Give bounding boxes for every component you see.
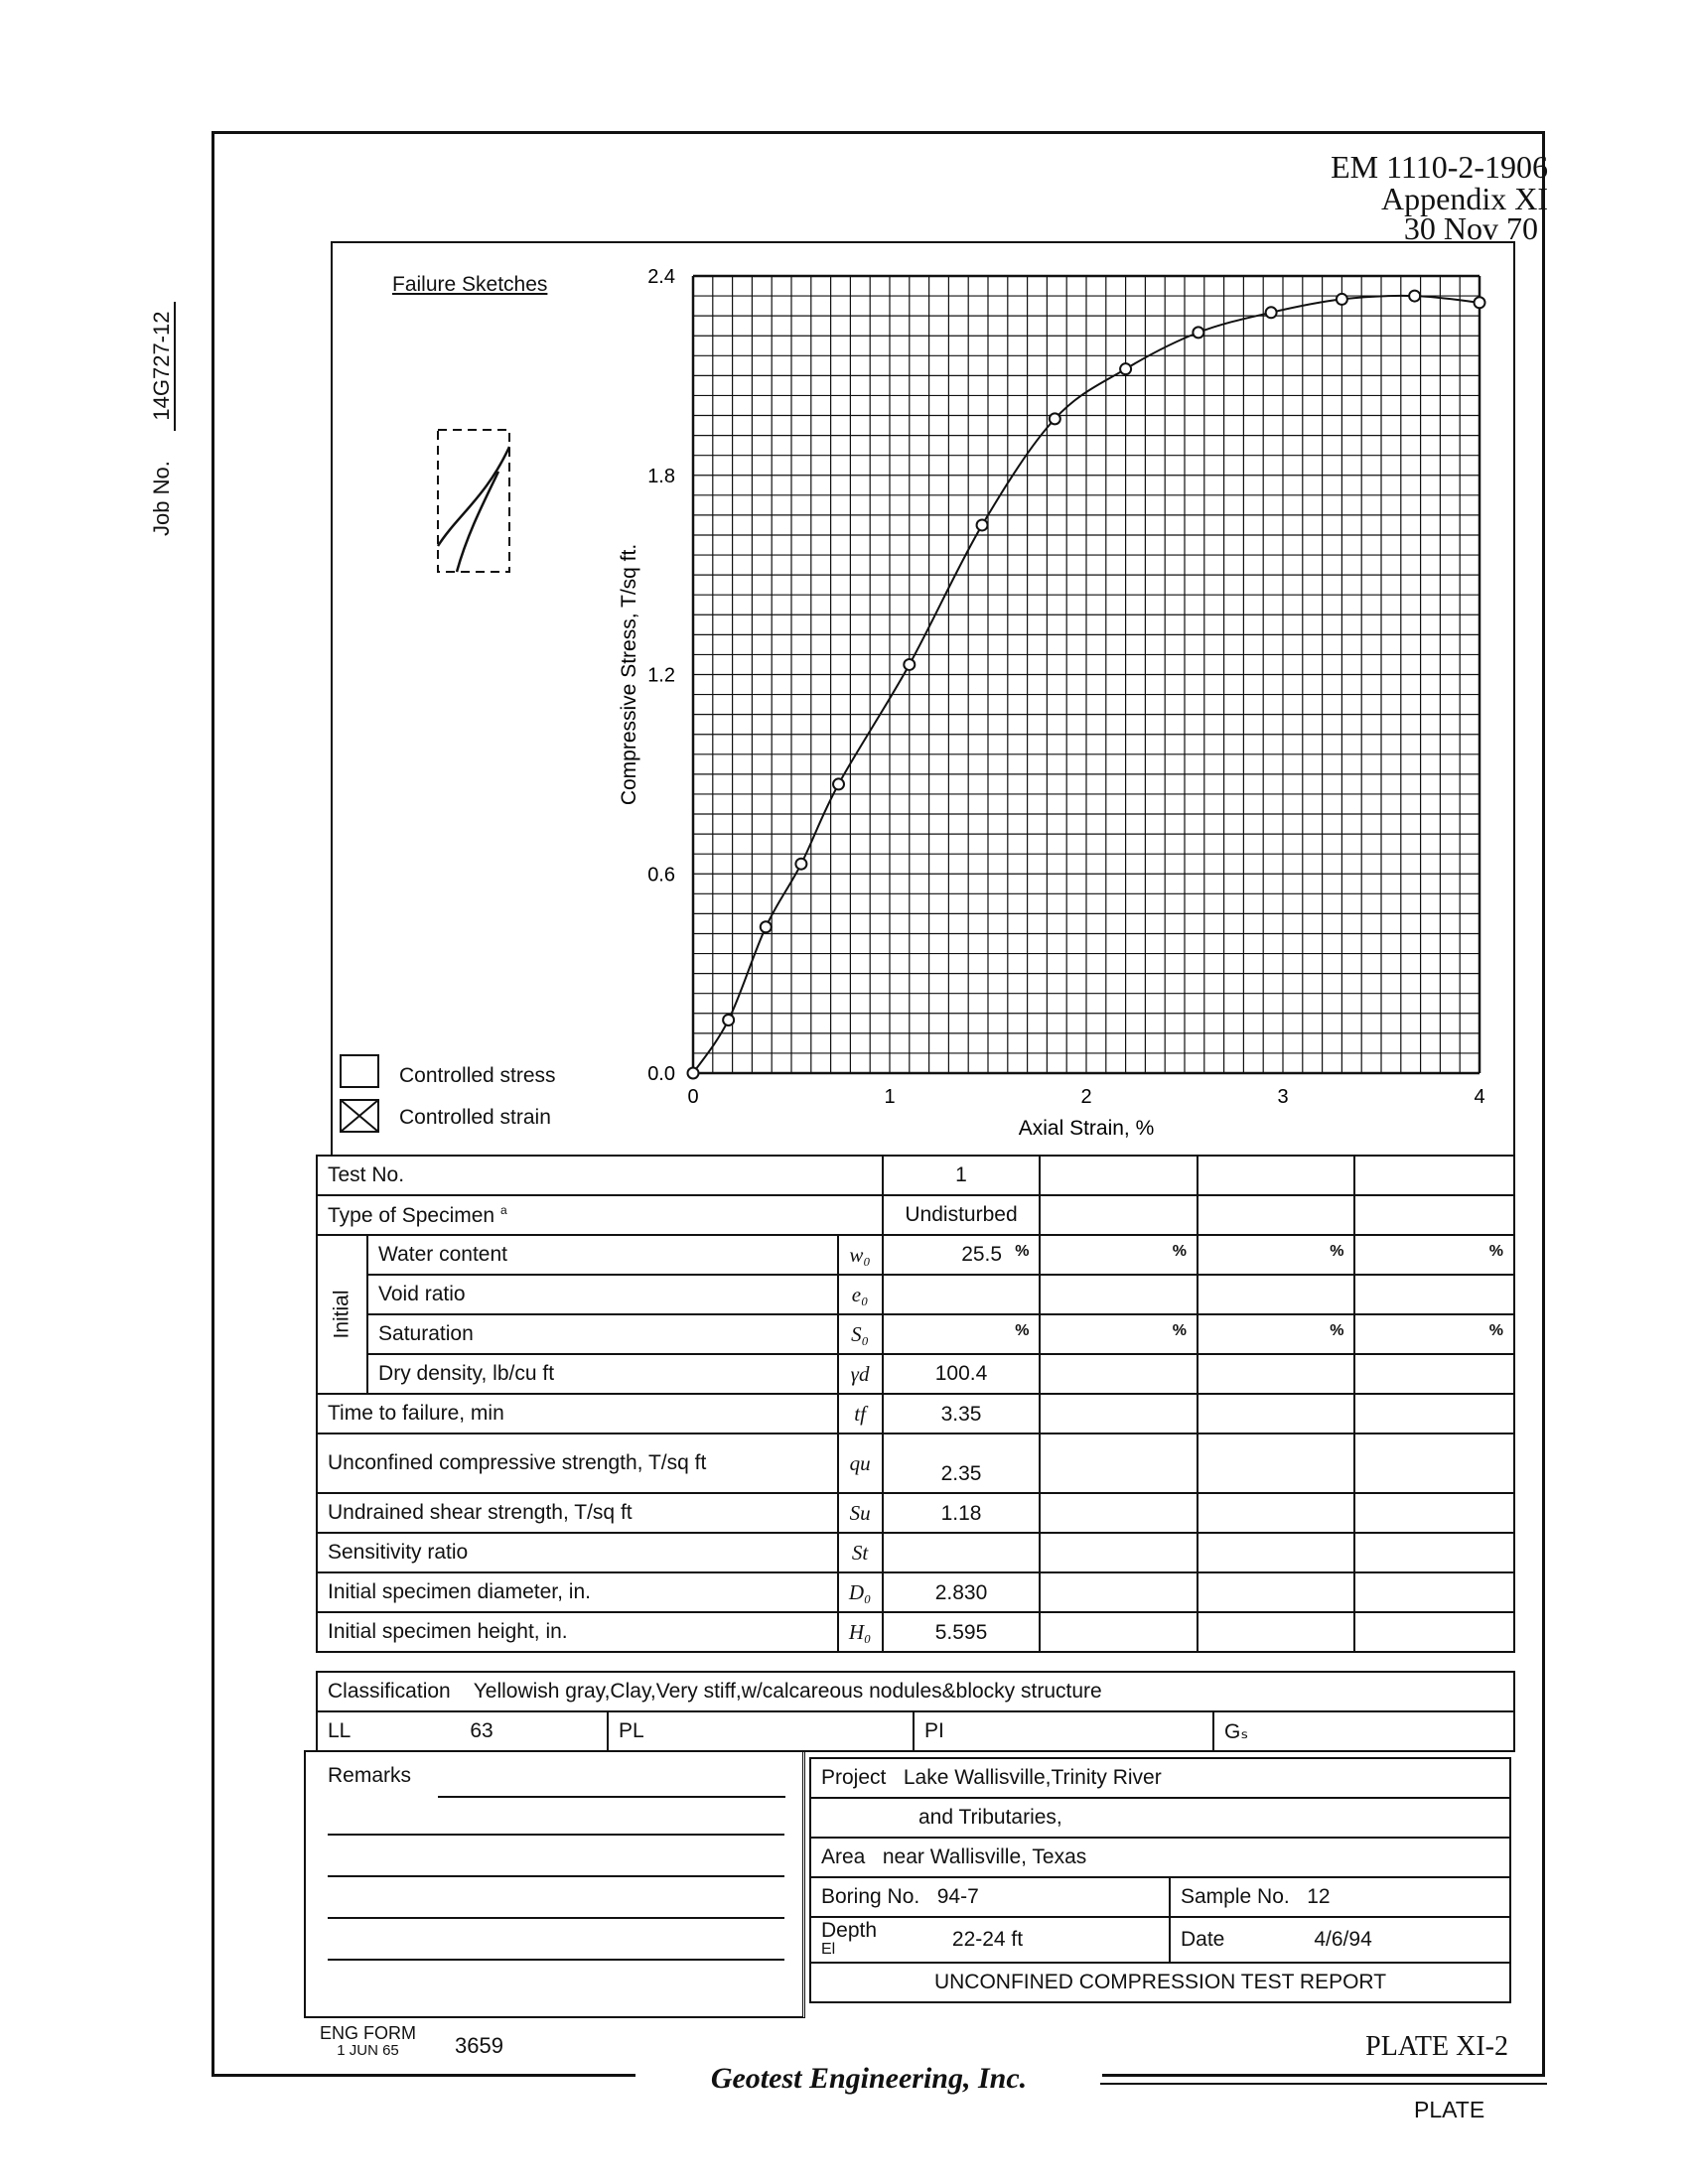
row-value xyxy=(1040,1235,1198,1275)
row-value xyxy=(1354,1275,1514,1314)
row-value xyxy=(1354,1394,1514,1433)
pi-cell: PI xyxy=(914,1711,1213,1751)
table-row xyxy=(317,1195,1514,1235)
row-symbol: St xyxy=(838,1533,883,1572)
percent-sign: % xyxy=(1172,1243,1187,1260)
classification-value: Yellowish gray,Clay,Very stiff,w/calcareous nodules&blocky structure xyxy=(473,1680,1102,1703)
test-no-1: 1 xyxy=(883,1156,1041,1195)
row-value xyxy=(1198,1612,1355,1652)
row-value xyxy=(1354,1235,1514,1275)
row-value xyxy=(1198,1394,1355,1433)
table-row xyxy=(317,1612,1514,1652)
row-value xyxy=(1354,1354,1514,1394)
row-value xyxy=(1040,1275,1198,1314)
row-value: 5.595 xyxy=(883,1612,1041,1652)
row-value xyxy=(1354,1493,1514,1533)
specimen-1: Undisturbed xyxy=(883,1195,1041,1235)
table-row xyxy=(317,1156,1514,1195)
row-value xyxy=(1198,1493,1355,1533)
failure-sketches-label: Failure Sketches xyxy=(392,273,548,296)
report-title: UNCONFINED COMPRESSION TEST REPORT xyxy=(810,1963,1510,2002)
table-row xyxy=(810,1877,1510,1917)
row-symbol: qu xyxy=(838,1433,883,1493)
table-row xyxy=(317,1433,1514,1493)
row-value xyxy=(1040,1493,1198,1533)
data-point xyxy=(1266,307,1277,318)
x-tick-label: 4 xyxy=(1474,1086,1485,1108)
eng-form-label: ENG FORM xyxy=(320,2023,416,2043)
initial-group-label: Initial xyxy=(317,1235,367,1394)
percent-sign: % xyxy=(1015,1322,1030,1339)
eng-form-date: 1 JUN 65 xyxy=(337,2042,399,2059)
specimen-2 xyxy=(1040,1195,1198,1235)
table-row xyxy=(317,1394,1514,1433)
row-symbol: S₀ xyxy=(838,1314,883,1354)
controlled-stress-box xyxy=(340,1054,379,1088)
classification-row xyxy=(317,1672,1514,1711)
x-axis-label: Axial Strain, % xyxy=(1018,1117,1155,1140)
controlled-strain-label: Controlled strain xyxy=(399,1106,551,1129)
table-row xyxy=(810,1798,1510,1838)
y-tick-label: 1.2 xyxy=(647,664,675,687)
gs-cell: Gₛ xyxy=(1213,1711,1514,1751)
row-value xyxy=(1198,1314,1355,1354)
remarks-label: Remarks xyxy=(328,1764,412,1787)
percent-sign: % xyxy=(1330,1322,1344,1339)
controlled-stress-label: Controlled stress xyxy=(399,1064,556,1087)
data-point xyxy=(977,519,988,530)
specimen-footnote-mark: a xyxy=(499,1202,507,1217)
row-value: 2.830 xyxy=(883,1572,1041,1612)
header-date: 30 Nov 70 xyxy=(1403,210,1538,246)
project-row xyxy=(810,1758,1510,1798)
area-value: near Wallisville, Texas xyxy=(882,1845,1087,1868)
data-point xyxy=(1409,291,1420,302)
depth-value: 22-24 ft xyxy=(951,1927,1024,1951)
y-axis-label: Compressive Stress, T/sq ft. xyxy=(618,543,640,806)
row-symbol: Su xyxy=(838,1493,883,1533)
data-point xyxy=(904,659,915,670)
percent-sign: % xyxy=(1172,1322,1187,1339)
row-value: 100.4 xyxy=(883,1354,1041,1394)
row-label: Void ratio xyxy=(367,1275,838,1314)
row-value xyxy=(1040,1572,1198,1612)
percent-sign: % xyxy=(1330,1243,1344,1260)
row-symbol: H₀ xyxy=(838,1612,883,1652)
form-number: 3659 xyxy=(455,2033,503,2058)
x-tick-label: 0 xyxy=(687,1086,699,1108)
boring-cell: Boring No. 94-7 xyxy=(810,1877,1170,1917)
row-value xyxy=(1198,1572,1355,1612)
row-value: 2.35 xyxy=(883,1433,1041,1493)
specimen-4 xyxy=(1354,1195,1514,1235)
row-value xyxy=(883,1314,1041,1354)
row-value xyxy=(1040,1612,1198,1652)
table-row xyxy=(810,1963,1510,2002)
job-number-label: Job No. xyxy=(149,461,174,536)
row-value xyxy=(883,1275,1041,1314)
row-label: Initial specimen diameter, in. xyxy=(317,1572,838,1612)
row-value xyxy=(1198,1533,1355,1572)
ll-value: 63 xyxy=(470,1719,494,1742)
y-tick-label: 0.6 xyxy=(647,864,675,887)
table-row xyxy=(317,1572,1514,1612)
specimen-label: Type of Specimen $^a$ xyxy=(317,1195,883,1235)
job-number-value: 14G727-12 xyxy=(149,302,176,431)
project-line2: and Tributaries, xyxy=(810,1798,1510,1838)
y-tick-label: 1.8 xyxy=(647,465,675,487)
project-table xyxy=(809,1757,1511,2003)
sample-cell: Sample No. 12 xyxy=(1170,1877,1510,1917)
classification-table xyxy=(316,1671,1515,1752)
row-symbol: D₀ xyxy=(838,1572,883,1612)
test-no-2 xyxy=(1040,1156,1198,1195)
test-no-4 xyxy=(1354,1156,1514,1195)
row-value xyxy=(1354,1314,1514,1354)
plate-label: PLATE XI-2 xyxy=(1365,2031,1508,2062)
percent-sign: % xyxy=(1015,1243,1030,1260)
table-row xyxy=(317,1493,1514,1533)
project-label: Project xyxy=(821,1766,887,1789)
date-value: 4/6/94 xyxy=(1314,1928,1372,1951)
row-label: Time to failure, min xyxy=(317,1394,838,1433)
row-label: Sensitivity ratio xyxy=(317,1533,838,1572)
data-point xyxy=(1193,327,1203,338)
y-tick-label: 0.0 xyxy=(647,1063,675,1085)
table-row xyxy=(317,1711,1514,1751)
row-value: 3.35 xyxy=(883,1394,1041,1433)
date-cell: Date 4/6/94 xyxy=(1170,1917,1510,1963)
project-line1: Lake Wallisville,Trinity River xyxy=(903,1766,1162,1789)
row-value xyxy=(1040,1394,1198,1433)
remarks-box xyxy=(304,1750,805,2018)
row-symbol: w₀ xyxy=(838,1235,883,1275)
row-value xyxy=(1040,1433,1198,1493)
row-value xyxy=(1040,1354,1198,1394)
header-appendix: Appendix XI xyxy=(1381,181,1548,216)
row-value: 1.18 xyxy=(883,1493,1041,1533)
y-tick-label: 2.4 xyxy=(647,266,675,288)
row-value xyxy=(1198,1433,1355,1493)
specimen-3 xyxy=(1198,1195,1355,1235)
classification-label: Classification xyxy=(328,1680,451,1703)
percent-sign: % xyxy=(1488,1243,1503,1260)
row-value xyxy=(1198,1275,1355,1314)
eng-form xyxy=(320,2025,416,2059)
area-row xyxy=(810,1838,1510,1877)
table-row xyxy=(317,1354,1514,1394)
row-value xyxy=(1354,1433,1514,1493)
depth-cell: Depth El 22-24 ft xyxy=(810,1917,1170,1963)
row-symbol: γd xyxy=(838,1354,883,1394)
row-label: Dry density, lb/cu ft xyxy=(367,1354,838,1394)
table-row xyxy=(810,1838,1510,1877)
chart-grid xyxy=(693,276,1480,1073)
row-label: Initial specimen height, in. xyxy=(317,1612,838,1652)
sample-value: 12 xyxy=(1307,1885,1331,1908)
data-point xyxy=(833,778,844,789)
row-symbol: tf xyxy=(838,1394,883,1433)
data-point xyxy=(1120,363,1131,374)
data-point xyxy=(1050,413,1060,424)
row-label: Undrained shear strength, T/sq ft xyxy=(317,1493,838,1533)
row-value xyxy=(883,1533,1041,1572)
data-point xyxy=(723,1015,734,1025)
table-row xyxy=(810,1917,1510,1963)
row-value xyxy=(1354,1572,1514,1612)
job-number xyxy=(149,208,189,536)
company-name: Geotest Engineering, Inc. xyxy=(635,2062,1102,2096)
ll-cell: LL 63 xyxy=(317,1711,608,1751)
data-point xyxy=(1337,294,1347,305)
table-row xyxy=(810,1758,1510,1798)
row-value xyxy=(1040,1314,1198,1354)
data-point xyxy=(688,1068,699,1079)
row-value: 25.5 % xyxy=(883,1235,1041,1275)
data-point xyxy=(795,859,806,870)
table-row xyxy=(317,1533,1514,1572)
failure-sketch xyxy=(427,427,526,576)
row-symbol: e₀ xyxy=(838,1275,883,1314)
row-value xyxy=(1040,1533,1198,1572)
row-label: Unconfined compressive strength, T/sq ft xyxy=(317,1433,838,1493)
area-label: Area xyxy=(821,1845,866,1868)
controlled-strain-box xyxy=(340,1099,379,1133)
row-label: Saturation xyxy=(367,1314,838,1354)
plate-footer: PLATE xyxy=(1414,2097,1485,2122)
row-value xyxy=(1354,1612,1514,1652)
header-em: EM 1110-2-1906 xyxy=(1331,149,1548,185)
row-value xyxy=(1354,1533,1514,1572)
row-value xyxy=(1198,1354,1355,1394)
percent-sign: % xyxy=(1488,1322,1503,1339)
x-tick-label: 2 xyxy=(1080,1086,1092,1108)
test-no-3 xyxy=(1198,1156,1355,1195)
row-label: Water content xyxy=(367,1235,838,1275)
stress-strain-chart xyxy=(576,258,1509,1161)
test-no-label: Test No. xyxy=(317,1156,883,1195)
row-value xyxy=(1198,1235,1355,1275)
data-point xyxy=(761,921,772,932)
table-row xyxy=(317,1314,1514,1354)
table-row xyxy=(317,1275,1514,1314)
table-row xyxy=(317,1672,1514,1711)
test-data-table xyxy=(316,1155,1515,1653)
x-tick-label: 3 xyxy=(1277,1086,1289,1108)
table-row xyxy=(317,1235,1514,1275)
boring-value: 94-7 xyxy=(936,1885,979,1908)
data-point xyxy=(1475,297,1485,308)
x-tick-label: 1 xyxy=(884,1086,896,1108)
pl-cell: PL xyxy=(608,1711,914,1751)
